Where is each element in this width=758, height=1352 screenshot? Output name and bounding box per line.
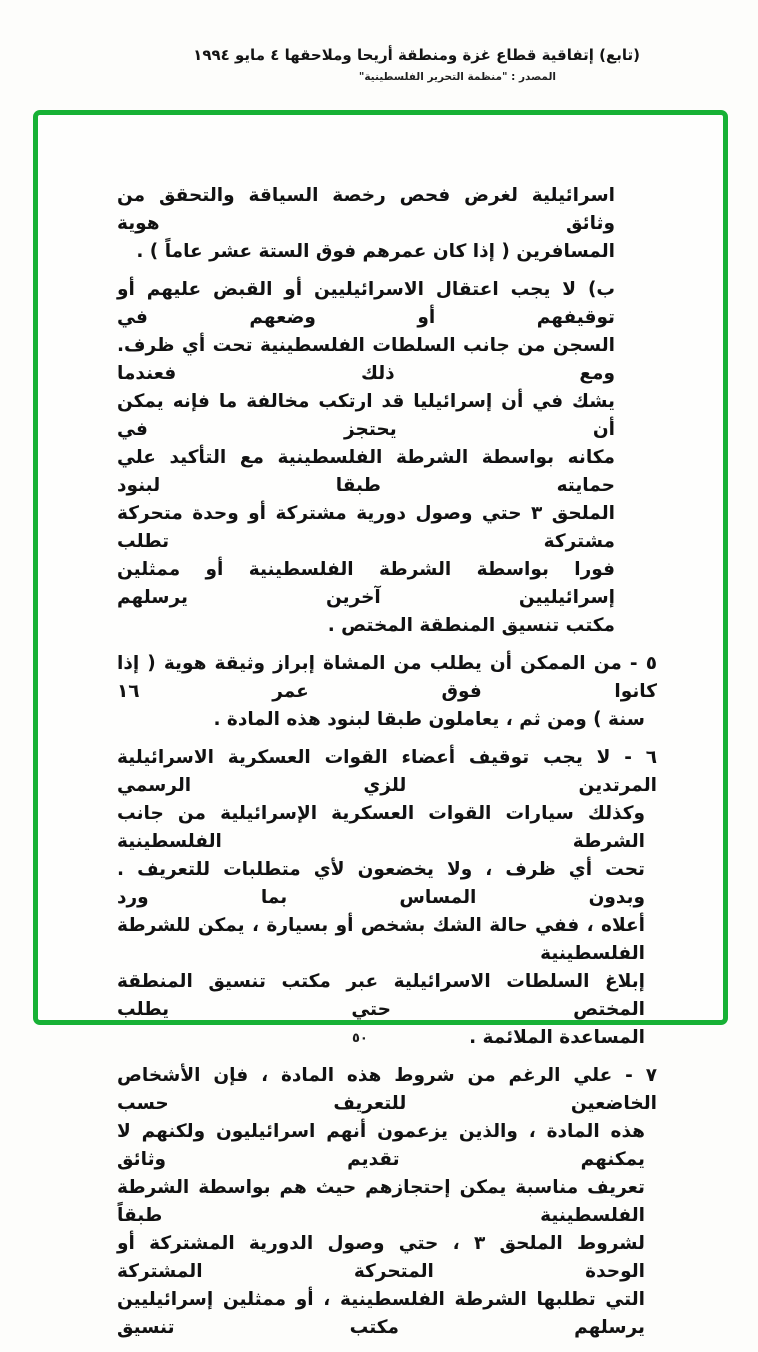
text-line: تحت أي ظرف ، ولا يخضعون لأي متطلبات للتعريف . وبدون المساس بما ورد — [117, 859, 645, 908]
document-text — [117, 182, 657, 1352]
paragraph-item-6 — [117, 744, 657, 1052]
text-line: المساعدة الملائمة . — [469, 1027, 645, 1048]
text-line: تعريف مناسبة يمكن إحتجازهم حيث هم بواسطة الشرطة الفلسطينية طبقاً — [117, 1177, 645, 1226]
text-line: السجن من جانب السلطات الفلسطينية تحت أي ظرف. ومع ذلك فعندما — [117, 335, 615, 384]
page-number: ٥٠ — [352, 1031, 368, 1046]
text-line: الملحق ٣ حتي وصول دورية مشتركة أو وحدة متحركة مشتركة تطلب — [117, 503, 615, 552]
page-header-title: (تابع) إتفاقية قطاع غزة ومنطقة أريحا وملاحقها ٤ مايو ١٩٩٤ — [193, 46, 640, 64]
page-header-source: المصدر : "منظمة التحرير الفلسطينية" — [358, 71, 556, 83]
text-line: ٧ - علي الرغم من شروط هذه المادة ، فإن الأشخاص الخاضعين للتعريف حسب — [117, 1065, 657, 1114]
text-line: ب) لا يجب اعتقال الاسرائيليين أو القبض عليهم أو توقيفهم أو وضعهم في — [117, 279, 615, 328]
text-line: المسافرين ( إذا كان عمرهم فوق الستة عشر عاماً ) . — [136, 241, 615, 262]
text-line: هذه المادة ، والذين يزعمون أنهم اسرائيليون ولكنهم لا يمكنهم تقديم وثائق — [117, 1121, 645, 1170]
text-line: التي تطلبها الشرطة الفلسطينية ، أو ممثلين إسرائيليين يرسلهم مكتب تنسيق — [117, 1289, 645, 1338]
paragraph-item-7 — [117, 1062, 657, 1342]
text-line: اسرائيلية لغرض فحص رخصة السياقة والتحقق من وثائق هوية — [117, 185, 615, 234]
paragraph-item-5 — [117, 650, 657, 734]
text-line: يشك في أن إسرائيليا قد ارتكب مخالفة ما فإنه يمكن أن يحتجز في — [117, 391, 615, 440]
text-line: لشروط الملحق ٣ ، حتي وصول الدورية المشتركة أو الوحدة المتحركة المشتركة — [117, 1233, 646, 1282]
paragraph-item-b — [117, 276, 657, 640]
text-line: مكتب تنسيق المنطقة المختص . — [327, 615, 615, 636]
paragraph-continuation — [117, 182, 657, 266]
text-line: أعلاه ، ففي حالة الشك بشخص أو بسيارة ، يمكن للشرطة الفلسطينية — [117, 915, 645, 964]
text-line: ٦ - لا يجب توقيف أعضاء القوات العسكرية الاسرائيلية المرتدين للزي الرسمي — [117, 747, 657, 796]
text-line: سنة ) ومن ثم ، يعاملون طبقا لبنود هذه المادة . — [213, 709, 645, 730]
text-line: ٥ - من الممكن أن يطلب من المشاة إبراز وثيقة هوية ( إذا كانوا فوق عمر ١٦ — [117, 653, 657, 702]
text-line: مكانه بواسطة الشرطة الفلسطينية مع التأكيد علي حمايته طبقا لبنود — [117, 447, 615, 496]
text-line: إبلاغ السلطات الاسرائيلية عبر مكتب تنسيق المنطقة المختص حتي يطلب — [117, 971, 645, 1020]
text-line: فورا بواسطة الشرطة الفلسطينية أو ممثلين إسرائيليين آخرين يرسلهم — [117, 559, 615, 608]
text-line: وكذلك سيارات القوات العسكرية الإسرائيلية من جانب الشرطة الفلسطينية — [117, 803, 645, 852]
